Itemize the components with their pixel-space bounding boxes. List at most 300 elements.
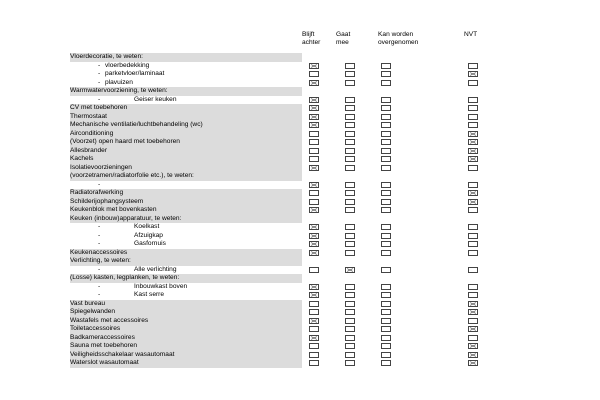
item-label: Thermostaat (70, 112, 108, 120)
item-label-cell (70, 62, 302, 71)
blijft-achter-checkbox[interactable] (309, 80, 319, 86)
blijft-achter-checkbox[interactable] (309, 122, 319, 128)
item-label: Toiletaccessoires (70, 325, 121, 332)
overgenomen-checkbox[interactable] (381, 131, 391, 137)
checkmark-x-icon (346, 353, 354, 357)
column-header-line: NVT (464, 31, 478, 38)
gaat-mee-checkbox[interactable] (345, 165, 355, 171)
section-heading (70, 87, 490, 96)
list-dash: - (98, 70, 101, 77)
column-header-line: overgenomen (378, 39, 419, 46)
checkmark-x-icon (310, 234, 318, 238)
checklist-item (70, 130, 490, 139)
checkmark-x-icon (310, 336, 318, 340)
nvt-checkbox[interactable] (468, 352, 478, 358)
overgenomen-checkbox[interactable] (381, 190, 391, 196)
checkmark-x-icon (310, 293, 318, 297)
gaat-mee-checkbox[interactable] (345, 292, 355, 298)
item-label: Geiser keuken (134, 95, 177, 103)
overgenomen-checkbox[interactable] (381, 326, 391, 332)
gaat-mee-checkbox[interactable] (345, 122, 355, 128)
overgenomen-checkbox[interactable] (381, 284, 391, 290)
blijft-achter-checkbox[interactable] (309, 241, 319, 247)
gaat-mee-checkbox[interactable] (345, 190, 355, 196)
checkmark-x-icon (382, 200, 390, 204)
item-label-cell (70, 334, 302, 343)
checkmark-x-icon (382, 98, 390, 102)
checkmark-x-icon (469, 64, 477, 68)
checkmark-x-icon (346, 81, 354, 85)
gaat-mee-checkbox[interactable] (345, 114, 355, 120)
gaat-mee-checkbox[interactable] (345, 105, 355, 111)
checklist-rows (70, 53, 490, 368)
item-label-cell (70, 198, 302, 207)
nvt-checkbox[interactable] (468, 139, 478, 145)
overgenomen-checkbox[interactable] (381, 309, 391, 315)
column-header-nvt (464, 31, 477, 39)
checkmark-x-icon (469, 225, 477, 229)
blijft-achter-checkbox[interactable] (309, 207, 319, 213)
checkmark-x-icon (382, 157, 390, 161)
gaat-mee-checkbox[interactable] (345, 80, 355, 86)
gaat-mee-checkbox[interactable] (345, 301, 355, 307)
item-label: Afzuigkap (134, 231, 163, 239)
checkmark-x-icon (469, 183, 477, 187)
checklist-item (70, 121, 490, 130)
gaat-mee-checkbox[interactable] (345, 148, 355, 154)
blijft-achter-checkbox[interactable] (309, 139, 319, 145)
section-heading (70, 274, 490, 283)
item-label-cell (70, 53, 302, 62)
blijft-achter-checkbox[interactable] (309, 326, 319, 332)
checkmark-x-icon (469, 302, 477, 306)
item-label: (Voorzet) open haard met toebehoren (70, 138, 180, 145)
overgenomen-checkbox[interactable] (381, 241, 391, 247)
overgenomen-checkbox[interactable] (381, 122, 391, 128)
item-label: Isolatievoorzieningen (70, 163, 132, 171)
column-header-blijft-achter (302, 31, 320, 47)
checkmark-x-icon (469, 353, 477, 357)
nvt-checkbox[interactable] (468, 105, 478, 111)
checkmark-x-icon (310, 81, 318, 85)
gaat-mee-checkbox[interactable] (345, 352, 355, 358)
overgenomen-checkbox[interactable] (381, 105, 391, 111)
gaat-mee-checkbox[interactable] (345, 250, 355, 256)
item-label-cell (70, 266, 302, 275)
item-label-cell (70, 79, 302, 88)
checkmark-x-icon (382, 302, 390, 306)
checkmark-x-icon (469, 268, 477, 272)
gaat-mee-checkbox[interactable] (345, 284, 355, 290)
blijft-achter-checkbox[interactable] (309, 309, 319, 315)
checklist-item (70, 359, 490, 368)
column-header-gaat-mee (336, 31, 350, 47)
item-label-cell (70, 147, 302, 156)
gaat-mee-checkbox[interactable] (345, 318, 355, 324)
nvt-checkbox[interactable] (468, 224, 478, 230)
item-label: Veiligheidsschakelaar wasautomaat (70, 350, 175, 358)
checkmark-x-icon (310, 64, 318, 68)
nvt-checkbox[interactable] (468, 182, 478, 188)
checkmark-x-icon (382, 310, 390, 314)
item-label: Allesbrander (70, 146, 108, 154)
checkmark-x-icon (469, 327, 477, 331)
checkmark-x-icon (310, 310, 318, 314)
checkmark-x-icon (346, 310, 354, 314)
overgenomen-checkbox[interactable] (381, 224, 391, 230)
item-label-cell (70, 96, 302, 105)
list-dash: - (98, 291, 101, 298)
checkmark-x-icon (310, 353, 318, 357)
blijft-achter-checkbox[interactable] (309, 284, 319, 290)
item-label-cell (70, 87, 302, 96)
checklist-item (70, 155, 490, 164)
item-label: Kachels (70, 155, 94, 162)
nvt-checkbox[interactable] (468, 63, 478, 69)
checkmark-x-icon (382, 166, 390, 170)
item-label: Mechanische ventilatie/luchtbehandeling (wc) (70, 121, 203, 128)
checkmark-x-icon (382, 242, 390, 246)
overgenomen-checkbox[interactable] (381, 148, 391, 154)
nvt-checkbox[interactable] (468, 343, 478, 349)
blijft-achter-checkbox[interactable] (309, 131, 319, 137)
item-label: Koelkast (134, 223, 160, 230)
item-label: Wastafels met accessoires (70, 316, 149, 324)
checkmark-x-icon (346, 208, 354, 212)
checkmark-x-icon (382, 293, 390, 297)
checkmark-x-icon (310, 225, 318, 229)
checkmark-x-icon (310, 327, 318, 331)
checkmark-x-icon (469, 208, 477, 212)
overgenomen-checkbox[interactable] (381, 292, 391, 298)
checklist-item (70, 266, 490, 275)
checkmark-x-icon (469, 191, 477, 195)
checkmark-x-icon (310, 115, 318, 119)
checkmark-x-icon (382, 319, 390, 323)
blijft-achter-checkbox[interactable] (309, 63, 319, 69)
overgenomen-checkbox[interactable] (381, 114, 391, 120)
item-label: Radiatorafwerking (70, 189, 124, 196)
blijft-achter-checkbox[interactable] (309, 156, 319, 162)
gaat-mee-checkbox[interactable] (345, 156, 355, 162)
item-label: Sauna met toebehoren (70, 342, 138, 349)
checklist-item (70, 232, 490, 241)
checklist-item (70, 62, 490, 71)
item-label: plavuizen (105, 78, 133, 86)
checkmark-x-icon (469, 123, 477, 127)
blijft-achter-checkbox[interactable] (309, 352, 319, 358)
list-dash: - (98, 61, 101, 69)
item-label-cell (70, 342, 302, 351)
checkmark-x-icon (346, 123, 354, 127)
checkmark-x-icon (469, 132, 477, 136)
checkmark-x-icon (310, 302, 318, 306)
blijft-achter-checkbox[interactable] (309, 182, 319, 188)
checkmark-x-icon (310, 191, 318, 195)
item-label-cell (70, 283, 302, 292)
checkmark-x-icon (346, 319, 354, 323)
item-label: Spiegelwanden (70, 308, 116, 315)
gaat-mee-checkbox[interactable] (345, 63, 355, 69)
item-label-cell (70, 138, 302, 147)
checkmark-x-icon (346, 234, 354, 238)
gaat-mee-checkbox[interactable] (345, 343, 355, 349)
overgenomen-checkbox[interactable] (381, 267, 391, 273)
checkmark-x-icon (310, 157, 318, 161)
nvt-checkbox[interactable] (468, 97, 478, 103)
nvt-checkbox[interactable] (468, 190, 478, 196)
nvt-checkbox[interactable] (468, 114, 478, 120)
overgenomen-checkbox[interactable] (381, 80, 391, 86)
section-heading (70, 215, 490, 224)
checkmark-x-icon (310, 123, 318, 127)
item-label: parketvloer/laminaat (105, 70, 165, 77)
nvt-checkbox[interactable] (468, 131, 478, 137)
checklist-item (70, 138, 490, 147)
nvt-checkbox[interactable] (468, 241, 478, 247)
checklist-item (70, 113, 490, 122)
checkmark-x-icon (382, 234, 390, 238)
checkmark-x-icon (382, 251, 390, 255)
checklist-item (70, 104, 490, 113)
overgenomen-checkbox[interactable] (381, 233, 391, 239)
checkmark-x-icon (469, 200, 477, 204)
section-heading (70, 53, 490, 62)
gaat-mee-checkbox[interactable] (345, 139, 355, 145)
overgenomen-checkbox[interactable] (381, 250, 391, 256)
list-dash: - (98, 231, 101, 239)
gaat-mee-checkbox[interactable] (345, 267, 355, 273)
item-label: Keuken (inbouw)apparatuur, te weten: (70, 214, 182, 222)
checklist-item (70, 96, 490, 105)
gaat-mee-checkbox[interactable] (345, 233, 355, 239)
checkmark-x-icon (346, 285, 354, 289)
checkmark-x-icon (310, 149, 318, 153)
checkmark-x-icon (382, 336, 390, 340)
item-label-cell (70, 359, 302, 368)
item-label-cell (70, 181, 302, 190)
gaat-mee-checkbox[interactable] (345, 97, 355, 103)
checklist-item (70, 79, 490, 88)
checkmark-x-icon (382, 64, 390, 68)
overgenomen-checkbox[interactable] (381, 199, 391, 205)
gaat-mee-checkbox[interactable] (345, 182, 355, 188)
checkmark-x-icon (382, 149, 390, 153)
overgenomen-checkbox[interactable] (381, 318, 391, 324)
blijft-achter-checkbox[interactable] (309, 301, 319, 307)
blijft-achter-checkbox[interactable] (309, 343, 319, 349)
blijft-achter-checkbox[interactable] (309, 233, 319, 239)
blijft-achter-checkbox[interactable] (309, 318, 319, 324)
checkmark-x-icon (310, 251, 318, 255)
nvt-checkbox[interactable] (468, 122, 478, 128)
nvt-checkbox[interactable] (468, 284, 478, 290)
item-label-cell (70, 164, 302, 173)
list-dash: - (98, 265, 101, 273)
checkmark-x-icon (382, 353, 390, 357)
item-label: Vast bureau (70, 299, 106, 307)
nvt-checkbox[interactable] (468, 301, 478, 307)
overgenomen-checkbox[interactable] (381, 165, 391, 171)
list-dash: - (98, 95, 101, 103)
blijft-achter-checkbox[interactable] (309, 105, 319, 111)
blijft-achter-checkbox[interactable] (309, 97, 319, 103)
overgenomen-checkbox[interactable] (381, 182, 391, 188)
item-label: Keukenblok met bovenkasten (70, 206, 157, 213)
nvt-checkbox[interactable] (468, 233, 478, 239)
blijft-achter-checkbox[interactable] (309, 224, 319, 230)
item-label: Vloerdecoratie, te weten: (70, 53, 143, 60)
checkmark-x-icon (469, 285, 477, 289)
checklist-item (70, 351, 490, 360)
checkmark-x-icon (469, 234, 477, 238)
item-label-cell (70, 257, 302, 266)
gaat-mee-checkbox[interactable] (345, 241, 355, 247)
item-label-cell (70, 249, 302, 258)
gaat-mee-checkbox[interactable] (345, 309, 355, 315)
checkmark-x-icon (469, 336, 477, 340)
nvt-checkbox[interactable] (468, 360, 478, 366)
item-label-cell (70, 308, 302, 317)
item-label-cell (70, 206, 302, 215)
blijft-achter-checkbox[interactable] (309, 114, 319, 120)
checkmark-x-icon (382, 361, 390, 365)
checkmark-x-icon (382, 327, 390, 331)
gaat-mee-checkbox[interactable] (345, 71, 355, 77)
blijft-achter-checkbox[interactable] (309, 71, 319, 77)
checkmark-x-icon (346, 344, 354, 348)
checkmark-x-icon (310, 344, 318, 348)
gaat-mee-checkbox[interactable] (345, 335, 355, 341)
overgenomen-checkbox[interactable] (381, 71, 391, 77)
checklist-item (70, 181, 490, 190)
checklist-item (70, 291, 490, 300)
item-label-cell (70, 240, 302, 249)
item-label: Airconditioning (70, 129, 114, 137)
checkmark-x-icon (310, 361, 318, 365)
checklist-item (70, 283, 490, 292)
checklist-item (70, 147, 490, 156)
nvt-checkbox[interactable] (468, 292, 478, 298)
checkmark-x-icon (382, 191, 390, 195)
checkmark-x-icon (310, 72, 318, 76)
checkmark-x-icon (310, 268, 318, 272)
item-label: Inbouwkast boven (134, 282, 188, 290)
column-header-line: Gaat (336, 31, 351, 38)
blijft-achter-checkbox[interactable] (309, 165, 319, 171)
overgenomen-checkbox[interactable] (381, 352, 391, 358)
checklist-item (70, 334, 490, 343)
checkmark-x-icon (346, 336, 354, 340)
checkmark-x-icon (346, 268, 354, 272)
gaat-mee-checkbox[interactable] (345, 360, 355, 366)
checkmark-x-icon (382, 140, 390, 144)
gaat-mee-checkbox[interactable] (345, 224, 355, 230)
checkmark-x-icon (382, 285, 390, 289)
nvt-checkbox[interactable] (468, 267, 478, 273)
overgenomen-checkbox[interactable] (381, 301, 391, 307)
overgenomen-checkbox[interactable] (381, 343, 391, 349)
overgenomen-checkbox[interactable] (381, 63, 391, 69)
checkmark-x-icon (469, 293, 477, 297)
checkmark-x-icon (346, 293, 354, 297)
overgenomen-checkbox[interactable] (381, 207, 391, 213)
checkmark-x-icon (382, 225, 390, 229)
nvt-checkbox[interactable] (468, 309, 478, 315)
blijft-achter-checkbox[interactable] (309, 335, 319, 341)
checklist-item (70, 206, 490, 215)
overgenomen-checkbox[interactable] (381, 139, 391, 145)
checkmark-x-icon (382, 183, 390, 187)
item-label: Keukenaccessoires (70, 248, 128, 256)
item-label: CV met toebehoren (70, 104, 128, 111)
checkmark-x-icon (310, 106, 318, 110)
item-label: Gasfornuis (134, 240, 166, 247)
blijft-achter-checkbox[interactable] (309, 250, 319, 256)
list-dash: - (98, 223, 101, 230)
nvt-checkbox[interactable] (468, 71, 478, 77)
item-label: Alle verlichting (134, 265, 177, 273)
gaat-mee-checkbox[interactable] (345, 207, 355, 213)
checklist-item (70, 342, 490, 351)
item-label-cell (70, 232, 302, 241)
nvt-checkbox[interactable] (468, 156, 478, 162)
blijft-achter-checkbox[interactable] (309, 292, 319, 298)
checkmark-x-icon (469, 115, 477, 119)
nvt-checkbox[interactable] (468, 250, 478, 256)
nvt-checkbox[interactable] (468, 199, 478, 205)
column-header-line: Kan worden (378, 31, 414, 38)
checklist-item (70, 317, 490, 326)
nvt-checkbox[interactable] (468, 335, 478, 341)
overgenomen-checkbox[interactable] (381, 156, 391, 162)
nvt-checkbox[interactable] (468, 318, 478, 324)
item-label: (Losse) kasten, legplanken, te weten: (70, 274, 180, 281)
blijft-achter-checkbox[interactable] (309, 190, 319, 196)
overgenomen-checkbox[interactable] (381, 360, 391, 366)
nvt-checkbox[interactable] (468, 165, 478, 171)
item-label-cell (70, 104, 302, 113)
blijft-achter-checkbox[interactable] (309, 199, 319, 205)
gaat-mee-checkbox[interactable] (345, 326, 355, 332)
checkmark-x-icon (310, 183, 318, 187)
nvt-checkbox[interactable] (468, 148, 478, 154)
overgenomen-checkbox[interactable] (381, 335, 391, 341)
blijft-achter-checkbox[interactable] (309, 360, 319, 366)
checkmark-x-icon (469, 344, 477, 348)
nvt-checkbox[interactable] (468, 326, 478, 332)
checkmark-x-icon (346, 327, 354, 331)
gaat-mee-checkbox[interactable] (345, 131, 355, 137)
blijft-achter-checkbox[interactable] (309, 148, 319, 154)
checkmark-x-icon (469, 81, 477, 85)
nvt-checkbox[interactable] (468, 207, 478, 213)
item-label-cell (70, 189, 302, 198)
checkmark-x-icon (382, 115, 390, 119)
checkmark-x-icon (310, 319, 318, 323)
item-label: Kast serre (134, 291, 165, 298)
checklist-item (70, 325, 490, 334)
item-label: Badkameraccessoires (70, 333, 135, 341)
gaat-mee-checkbox[interactable] (345, 199, 355, 205)
blijft-achter-checkbox[interactable] (309, 267, 319, 273)
overgenomen-checkbox[interactable] (381, 97, 391, 103)
item-label: Waterslot wasautomaat (70, 359, 139, 366)
item-label-cell (70, 121, 302, 130)
item-label-cell (70, 317, 302, 326)
nvt-checkbox[interactable] (468, 80, 478, 86)
checkmark-x-icon (346, 225, 354, 229)
